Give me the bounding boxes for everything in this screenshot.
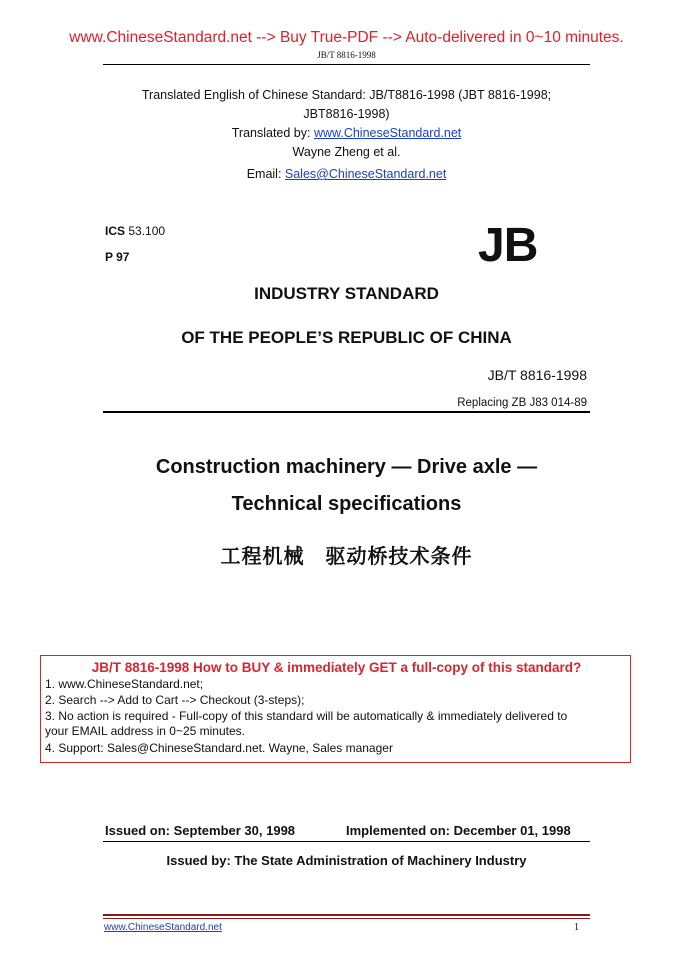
header-rule	[103, 64, 590, 65]
footer-rule-bottom	[103, 918, 590, 919]
heading-industry-standard: INDUSTRY STANDARD	[254, 284, 439, 303]
issued-by: Issued by: The State Administration of Machinery Industry	[166, 853, 527, 868]
top-banner[interactable]: www.ChineseStandard.net --> Buy True-PDF --> Auto-delivered in 0~10 minutes.	[69, 29, 624, 46]
buy-item-4: 4. Support: Sales@ChineseStandard.net. Wayne, Sales manager	[45, 741, 393, 755]
email-link[interactable]: Sales@ChineseStandard.net	[284, 167, 447, 181]
ics-value: 53.100	[128, 224, 166, 238]
translated-by-link[interactable]: www.ChineseStandard.net	[313, 126, 462, 140]
page-number: 1	[574, 922, 579, 933]
footer-link[interactable]: www.ChineseStandard.net	[104, 922, 222, 933]
classification-code: P 97	[105, 250, 130, 264]
footer-rule-top	[103, 914, 590, 916]
jb-logo: JB	[478, 219, 538, 272]
buy-heading: JB/T 8816-1998 How to BUY & immediately GET a full-copy of this standard?	[91, 660, 582, 675]
translator-name: Wayne Zheng et al.	[292, 145, 401, 159]
buy-item-1: 1. www.ChineseStandard.net;	[45, 677, 204, 691]
buy-item-2: 2. Search --> Add to Cart --> Checkout (3-steps);	[45, 693, 305, 707]
buy-item-3: 3. No action is required - Full-copy of this standard will be automatically & immediately delivered to	[45, 709, 568, 723]
translation-line-1: Translated English of Chinese Standard: JB/T8816-1998 (JBT 8816-1998;	[141, 88, 552, 102]
email-line	[0, 165, 693, 184]
issued-rule	[103, 841, 590, 842]
issued-on: Issued on: September 30, 1998	[105, 823, 296, 838]
implemented-on: Implemented on: December 01, 1998	[346, 823, 571, 838]
standard-rule	[103, 411, 590, 413]
title-line-2: Technical specifications	[231, 493, 462, 515]
ics-code	[105, 224, 165, 238]
buy-info-box	[40, 655, 631, 763]
replacing-standard: Replacing ZB J83 014-89	[457, 397, 587, 409]
translated-by	[0, 124, 693, 143]
ics-label: ICS	[105, 224, 126, 238]
translation-block	[0, 86, 693, 184]
translated-by-label: Translated by:	[231, 126, 314, 140]
heading-country: OF THE PEOPLE’S REPUBLIC OF CHINA	[181, 328, 512, 347]
email-label: Email:	[246, 167, 285, 181]
running-header: JB/T 8816-1998	[317, 50, 376, 60]
buy-item-3-cont: your EMAIL address in 0~25 minutes.	[45, 724, 245, 738]
standard-number: JB/T 8816-1998	[487, 367, 587, 383]
title-line-1: Construction machinery — Drive axle —	[155, 456, 538, 478]
title-chinese: 工程机械 驱动桥技术条件	[220, 544, 473, 568]
translation-line-2: JBT8816-1998)	[303, 107, 390, 121]
